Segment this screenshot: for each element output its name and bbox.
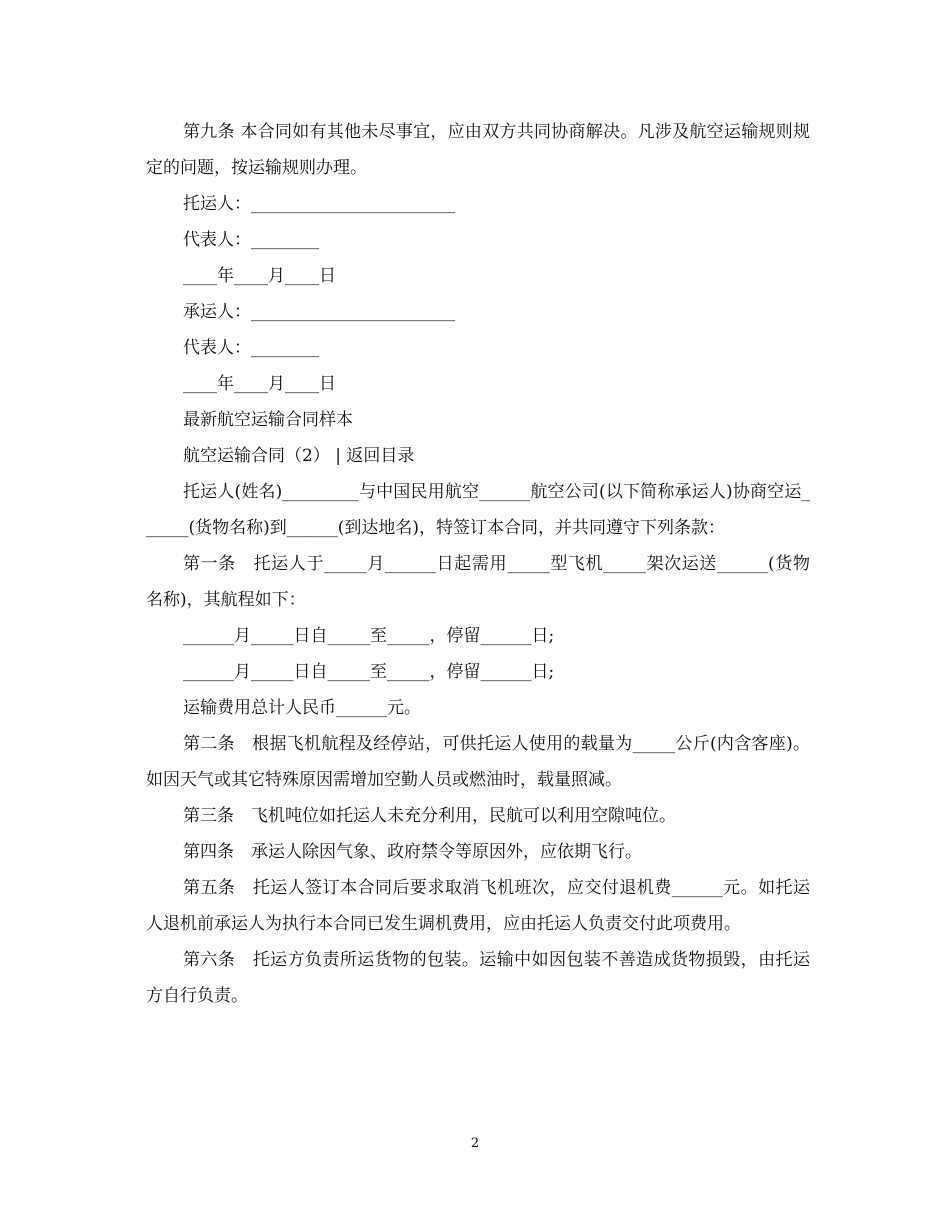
shipper-representative-line: 代表人：________ xyxy=(183,230,319,250)
carrier-representative-line: 代表人：________ xyxy=(183,338,319,358)
section-title: 最新航空运输合同样本 xyxy=(183,410,353,430)
article-1-paragraph: 第一条 托运人于_____月______日起需用_____型飞机_____架次运送______(货物名称)，其航程如下： xyxy=(146,554,810,610)
document-body xyxy=(146,114,810,1014)
route-line-2: ______月_____日自_____至_____，停留______日; xyxy=(183,662,555,682)
page-number: 2 xyxy=(470,1136,480,1151)
shipper-signature-line: 托运人：________________________ xyxy=(183,194,455,214)
shipper-date-line: ____年____月____日 xyxy=(183,266,336,286)
article-4-paragraph: 第四条 承运人除因气象、政府禁令等原因外，应依期飞行。 xyxy=(183,842,642,862)
article-6-paragraph: 第六条 托运方负责所运货物的包装。运输中如因包装不善造成货物损毁，由托运方自行负责。 xyxy=(146,950,810,1006)
carrier-date-line: ____年____月____日 xyxy=(183,374,336,394)
article-9-paragraph: 第九条 本合同如有其他未尽事宜，应由双方共同协商解决。凡涉及航空运输规则规定的问题，按运输规则办理。 xyxy=(146,122,810,178)
freight-total-line: 运输费用总计人民币______元。 xyxy=(183,698,421,718)
preamble-paragraph: 托运人(姓名)_________与中国民用航空______航空公司(以下简称承运人)协商空运______(货物名称)到______(到达地名)，特签订本合同，并共同遵守下列条款： xyxy=(146,482,810,538)
article-5-paragraph: 第五条 托运人签订本合同后要求取消飞机班次，应交付退机费______元。如托运人退机前承运人为执行本合同已发生调机费用，应由托运人负责交付此项费用。 xyxy=(146,878,810,934)
contract-heading: 航空运输合同（2） | 返回目录 xyxy=(183,446,415,466)
route-line-1: ______月_____日自_____至_____，停留______日; xyxy=(183,626,555,646)
article-3-paragraph: 第三条 飞机吨位如托运人未充分利用，民航可以利用空隙吨位。 xyxy=(183,806,676,826)
carrier-signature-line: 承运人：________________________ xyxy=(183,302,455,322)
article-2-paragraph: 第二条 根据飞机航程及经停站，可供托运人使用的载量为_____公斤(内含客座)。如因天气或其它特殊原因需增加空勤人员或燃油时，载量照减。 xyxy=(146,734,810,790)
